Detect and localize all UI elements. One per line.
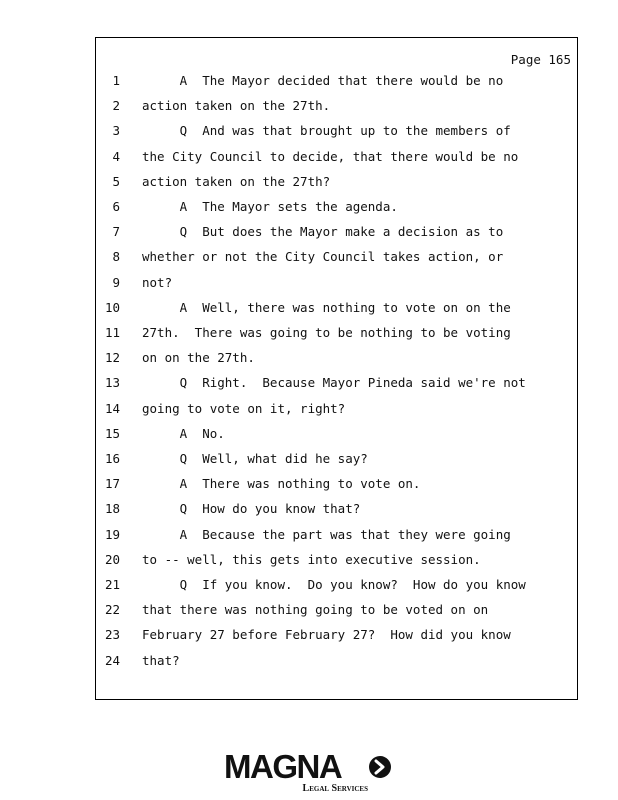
- line-number: 3: [112, 123, 120, 139]
- line-number: 16: [104, 451, 120, 466]
- line-text: whether or not the City Council takes action, or: [142, 249, 504, 265]
- logo-wordmark: MAGNA: [224, 748, 342, 785]
- line-number: 20: [104, 551, 120, 567]
- page-number: Page 165: [510, 52, 571, 67]
- line-number: 13: [104, 375, 120, 391]
- line-number: 24: [104, 652, 120, 668]
- line-number: 15: [104, 425, 120, 441]
- line-number: 23: [104, 627, 120, 643]
- line-number: 6: [112, 199, 120, 214]
- line-number: 14: [104, 400, 120, 416]
- line-text: 27th. There was going to be nothing to be voting: [142, 325, 511, 340]
- line-number: 7: [112, 224, 120, 240]
- line-text: Q If you know. Do you know? How do you know: [142, 577, 526, 592]
- line-number: 9: [112, 274, 120, 290]
- line-text: A There was nothing to vote on.: [142, 476, 421, 492]
- line-text: action taken on the 27th.: [142, 98, 331, 114]
- line-text: that there was nothing going to be voted on on: [142, 602, 489, 618]
- line-number: 18: [104, 501, 120, 517]
- line-text: A No.: [142, 425, 225, 441]
- line-text: A Well, there was nothing to vote on on the: [142, 299, 511, 315]
- transcript-page: [95, 37, 578, 700]
- line-number: 10: [104, 299, 120, 315]
- magna-logo: [222, 748, 398, 794]
- line-number: 8: [112, 249, 120, 265]
- line-number: 2: [112, 98, 120, 114]
- line-number: 11: [104, 325, 120, 340]
- line-text: action taken on the 27th?: [142, 173, 331, 189]
- line-text: Q Well, what did he say?: [142, 451, 368, 466]
- line-text: Q How do you know that?: [142, 501, 361, 517]
- line-text: Q And was that brought up to the members of: [142, 123, 511, 139]
- line-number: 22: [104, 602, 120, 618]
- line-text: A Because the part was that they were going: [142, 526, 511, 542]
- line-text: Q Right. Because Mayor Pineda said we're not: [142, 375, 526, 391]
- line-text: A The Mayor sets the agenda.: [142, 199, 398, 214]
- line-text: Q But does the Mayor make a decision as to: [142, 224, 504, 240]
- logo-arrow-circle: [369, 756, 391, 778]
- line-text: February 27 before February 27? How did you know: [142, 627, 511, 643]
- line-text: that?: [142, 652, 180, 668]
- line-text: on on the 27th.: [142, 350, 255, 366]
- line-text: to -- well, this gets into executive session.: [142, 551, 481, 567]
- line-number: 4: [112, 148, 120, 164]
- line-number: 5: [112, 173, 120, 189]
- line-number: 21: [104, 577, 120, 592]
- line-number: 1: [112, 73, 120, 88]
- line-text: the City Council to decide, that there would be no: [142, 148, 519, 164]
- line-number: 17: [104, 476, 120, 492]
- logo-tagline: Legal Services: [302, 783, 368, 794]
- line-text: going to vote on it, right?: [142, 400, 346, 416]
- line-number: 19: [104, 526, 120, 542]
- line-text: A The Mayor decided that there would be no: [142, 73, 504, 88]
- line-text: not?: [142, 274, 173, 290]
- line-number: 12: [104, 350, 120, 366]
